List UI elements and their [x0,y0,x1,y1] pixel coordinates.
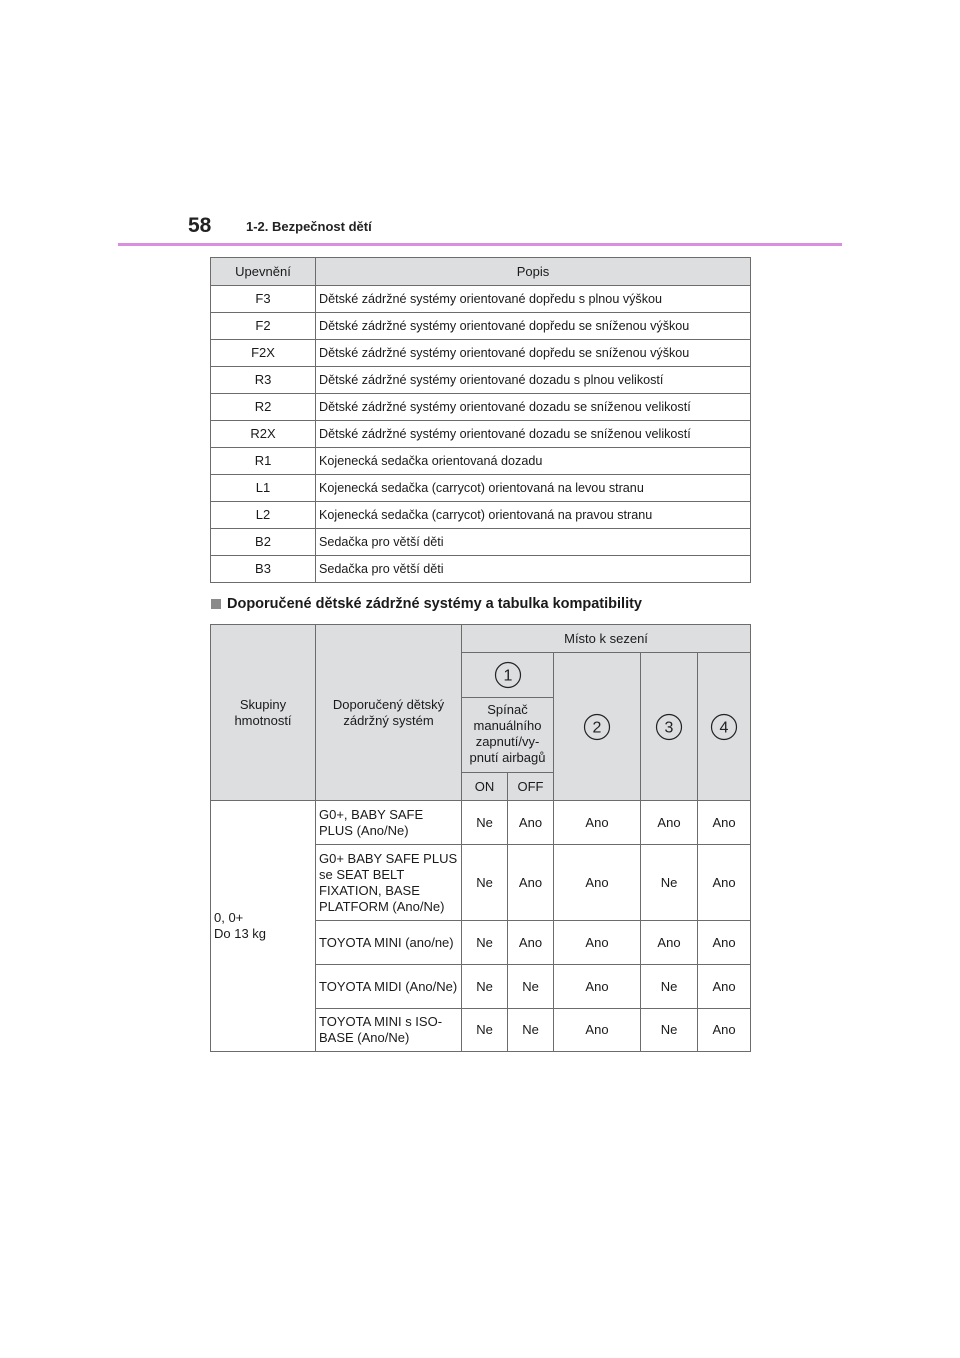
compatibility-value-cell: Ano [641,921,698,965]
seat-number-1-icon [494,661,522,689]
compatibility-value-cell: Ano [698,801,751,845]
attachment-description-cell: Dětské zádržné systémy orientované dopředu se sníženou výškou [316,313,751,340]
restraint-system-cell: TOYOTA MINI s ISO-BASE (Ano/Ne) [316,1009,462,1052]
attachment-code-cell: F2X [211,340,316,367]
compatibility-heading [211,596,642,612]
compatibility-value-cell: Ne [462,845,508,921]
attachment-description-cell: Dětské zádržné systémy orientované dopředu s plnou výškou [316,286,751,313]
weight-group-cell: 0, 0+ Do 13 kg [211,801,316,1052]
table-row [211,340,751,367]
attachment-code-cell: F3 [211,286,316,313]
attachment-description-cell: Sedačka pro větší děti [316,529,751,556]
seat-number-4-icon [710,713,738,741]
compatibility-value-cell: Ano [508,845,554,921]
compatibility-value-cell: Ne [462,1009,508,1052]
compatibility-value-cell: Ano [554,965,641,1009]
attachment-description-cell: Dětské zádržné systémy orientované dopředu se sníženou výškou [316,340,751,367]
attachment-code-cell: R2 [211,394,316,421]
table-row [211,529,751,556]
seat-number-2-icon [583,713,611,741]
attachment-code-cell: R2X [211,421,316,448]
header-cell-recommended-system: Doporučený dětský zádržný systém [316,625,462,801]
attachment-table [210,257,751,583]
compatibility-value-cell: Ano [641,801,698,845]
attachment-code-cell: B3 [211,556,316,583]
restraint-system-cell: G0+ BABY SAFE PLUS se SEAT BELT FIXATION, BASE PLATFORM (Ano/Ne) [316,845,462,921]
compatibility-value-cell: Ano [698,965,751,1009]
seat-number-3: 3 [664,719,674,736]
table-row [211,556,751,583]
restraint-system-cell: TOYOTA MIDI (Ano/Ne) [316,965,462,1009]
restraint-system-cell: G0+, BABY SAFE PLUS (Ano/Ne) [316,801,462,845]
header-cell-airbag-switch: Spínač manuálního zapnutí/vy-pnutí airbagů [462,698,554,773]
attachment-description-cell: Dětské zádržné systémy orientované dozadu s plnou velikostí [316,367,751,394]
attachment-code-cell: L1 [211,475,316,502]
compatibility-value-cell: Ano [698,845,751,921]
header-divider [118,243,842,246]
compatibility-heading-text: Doporučené dětské zádržné systémy a tabulka kompatibility [227,596,642,612]
header-cell-seat-4 [698,653,751,801]
table-header-row [211,625,751,653]
compatibility-value-cell: Ne [462,801,508,845]
header-cell-on: ON [462,773,508,801]
compatibility-value-cell: Ne [462,921,508,965]
header-cell-off: OFF [508,773,554,801]
attachment-description-cell: Dětské zádržné systémy orientované dozadu se sníženou velikostí [316,421,751,448]
compatibility-value-cell: Ne [462,965,508,1009]
attachment-code-cell: B2 [211,529,316,556]
compatibility-value-cell: Ano [508,921,554,965]
square-bullet-icon [211,599,221,609]
seat-number-1: 1 [503,667,512,685]
attachment-code-cell: F2 [211,313,316,340]
compatibility-value-cell: Ano [508,801,554,845]
section-title: 1-2. Bezpečnost dětí [246,219,372,234]
table-row [211,313,751,340]
header-cell-weight-group: Skupiny hmotností [211,625,316,801]
seat-number-2: 2 [592,719,602,736]
compatibility-table [210,624,751,1052]
compatibility-value-cell: Ne [641,845,698,921]
header-cell-attachment: Upevnění [211,258,316,286]
compatibility-value-cell: Ano [698,921,751,965]
header-cell-seat-2 [554,653,641,801]
seat-number-3-icon [655,713,683,741]
attachment-description-cell: Kojenecká sedačka (carrycot) orientovaná na levou stranu [316,475,751,502]
table-row [211,394,751,421]
seat-number-4: 4 [719,719,729,736]
attachment-code-cell: R1 [211,448,316,475]
compatibility-value-cell: Ne [508,1009,554,1052]
table-row [211,448,751,475]
attachment-description-cell: Sedačka pro větší děti [316,556,751,583]
compatibility-value-cell: Ne [641,965,698,1009]
header-cell-seat-1 [462,653,554,698]
header-cell-seat-3 [641,653,698,801]
header-cell-description: Popis [316,258,751,286]
attachment-description-cell: Dětské zádržné systémy orientované dozadu se sníženou velikostí [316,394,751,421]
restraint-system-cell: TOYOTA MINI (ano/ne) [316,921,462,965]
compatibility-value-cell: Ne [641,1009,698,1052]
attachment-description-cell: Kojenecká sedačka (carrycot) orientovaná na pravou stranu [316,502,751,529]
compatibility-value-cell: Ano [554,921,641,965]
compatibility-value-cell: Ano [698,1009,751,1052]
compatibility-value-cell: Ne [508,965,554,1009]
table-row [211,502,751,529]
compatibility-value-cell: Ano [554,1009,641,1052]
header-cell-seating-position: Místo k sezení [462,625,751,653]
compatibility-value-cell: Ano [554,801,641,845]
table-row [211,286,751,313]
attachment-description-cell: Kojenecká sedačka orientovaná dozadu [316,448,751,475]
attachment-code-cell: L2 [211,502,316,529]
attachment-code-cell: R3 [211,367,316,394]
page-number: 58 [188,214,212,237]
table-row [211,421,751,448]
table-row [211,475,751,502]
table-row [211,367,751,394]
compatibility-value-cell: Ano [554,845,641,921]
table-header-row [211,258,751,286]
table-row [211,801,751,845]
